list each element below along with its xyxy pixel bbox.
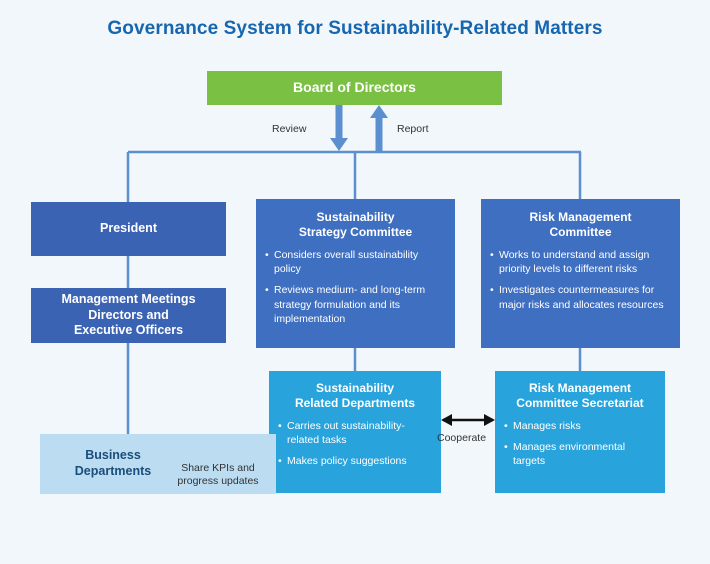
node-risk-management-committee-secretariat-line1: Risk Management — [528, 381, 632, 395]
label-share-kpis-line2: progress updates — [177, 475, 259, 488]
node-risk-management-committee[interactable] — [481, 199, 680, 348]
label-review: Review — [272, 123, 307, 135]
node-business-departments-line1: Business — [85, 448, 141, 463]
list-item: • Manages environmental targets — [513, 440, 655, 468]
list-item: • Considers overall sustainability policy — [274, 248, 445, 276]
list-item: • Works to understand and assign priority levels to different risks — [499, 248, 670, 276]
list-item: • Carries out sustainability-related tasks — [287, 419, 431, 447]
label-share-kpis — [163, 462, 273, 488]
node-risk-management-committee-items — [481, 248, 680, 312]
node-risk-management-committee-secretariat-line2: Committee Secretariat — [516, 396, 644, 410]
label-share-kpis-line1: Share KPIs and — [181, 462, 255, 474]
node-management-meetings-line3: Executive Officers — [73, 323, 184, 338]
label-cooperate: Cooperate — [437, 432, 487, 444]
node-president-title: President — [100, 221, 157, 236]
list-item: • Makes policy suggestions — [287, 454, 431, 468]
list-item: • Reviews medium- and long-term strategy formulation and its implementation — [274, 283, 445, 326]
node-sustainability-strategy-committee-line1: Sustainability — [316, 210, 395, 224]
node-management-meetings-line2: Directors and — [88, 307, 169, 322]
node-sustainability-strategy-committee-items — [256, 248, 455, 326]
node-sustainability-related-departments-line1: Sustainability — [315, 381, 395, 395]
node-risk-management-committee-line1: Risk Management — [529, 210, 632, 224]
node-board-of-directors-title: Board of Directors — [293, 79, 416, 96]
node-management-meetings-line1: Management Meetings — [61, 292, 196, 307]
list-item: • Investigates countermeasures for major risks and allocates resources — [499, 283, 670, 311]
node-president[interactable] — [31, 202, 226, 256]
node-sustainability-strategy-committee[interactable] — [256, 199, 455, 348]
label-report: Report — [397, 123, 429, 135]
list-item: • Manages risks — [513, 419, 655, 433]
node-risk-management-committee-secretariat[interactable] — [495, 371, 665, 493]
node-board-of-directors[interactable] — [207, 71, 502, 105]
node-risk-management-committee-secretariat-items — [495, 419, 665, 469]
node-sustainability-related-departments-items — [269, 419, 441, 469]
node-business-departments-line2: Departments — [74, 464, 152, 478]
node-management-meetings[interactable] — [31, 288, 226, 343]
node-risk-management-committee-line2: Committee — [549, 225, 612, 239]
node-sustainability-related-departments-line2: Related Departments — [294, 396, 416, 410]
node-sustainability-strategy-committee-line2: Strategy Committee — [298, 225, 413, 239]
page-title: Governance System for Sustainability-Related Matters — [107, 18, 603, 39]
node-sustainability-related-departments[interactable] — [269, 371, 441, 493]
